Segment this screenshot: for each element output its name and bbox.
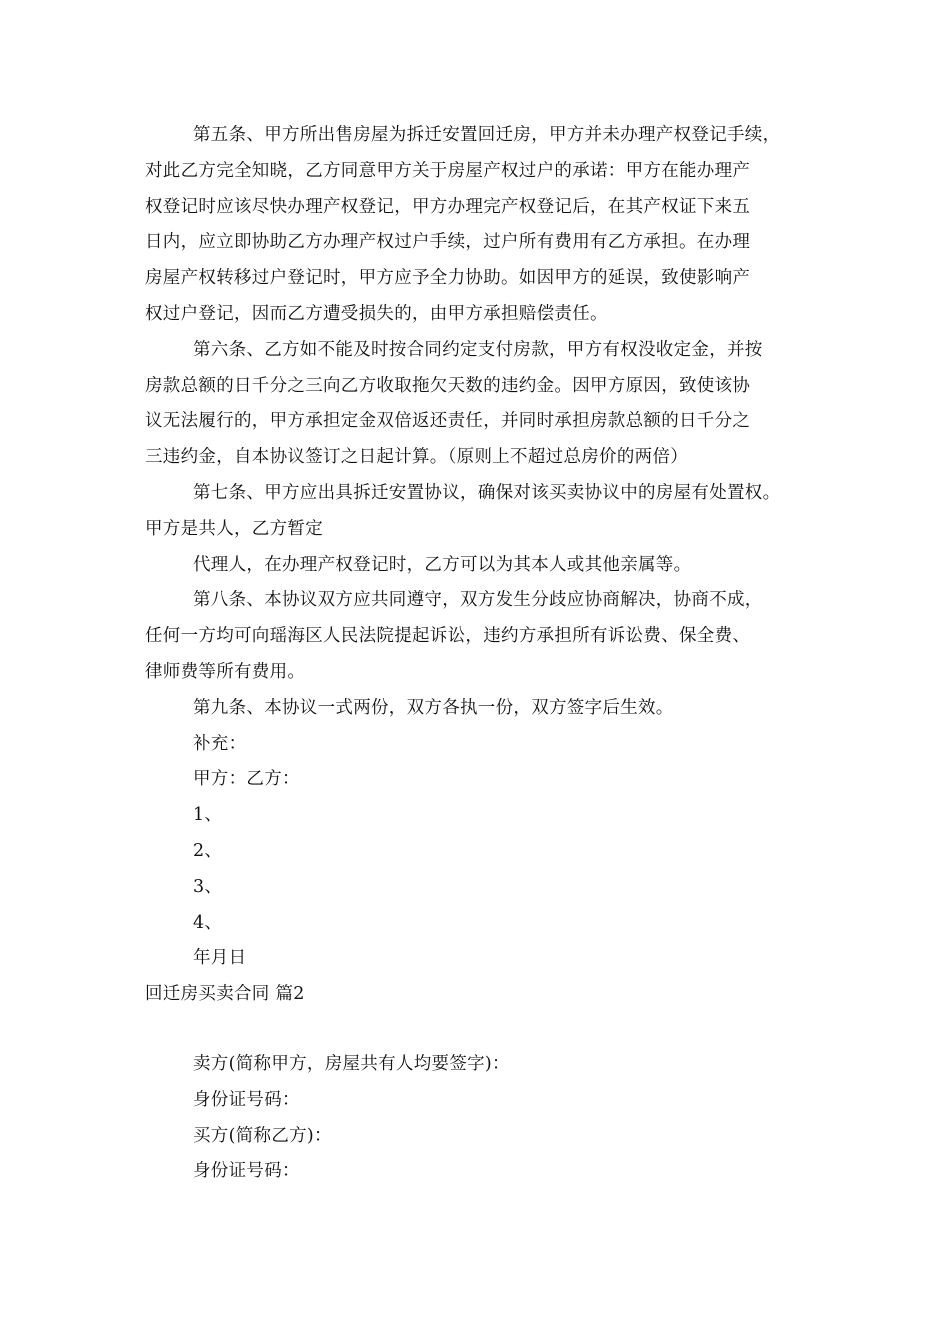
supplement-item-4: 4、 bbox=[193, 912, 223, 933]
article-8-line-2: 任何一方均可向瑶海区人民法院提起诉讼，违约方承担所有诉讼费、保全费、 bbox=[145, 626, 751, 647]
article-9-line: 第九条、本协议一式两份，双方各执一份，双方签字后生效。 bbox=[193, 697, 674, 718]
contract-body bbox=[145, 118, 825, 1190]
section-gap bbox=[145, 1013, 825, 1047]
seller-label: 卖方(简称甲方，房屋共有人均要签字)： bbox=[193, 1053, 510, 1074]
article-6-line-2: 房款总额的日千分之三向乙方收取拖欠天数的违约金。因甲方原因，致使该协 bbox=[145, 375, 751, 396]
section-heading-part-2: 回迁房买卖合同 篇2 bbox=[145, 984, 305, 1005]
parties-label: 甲方：乙方： bbox=[193, 769, 300, 790]
date-line: 年月日 bbox=[193, 948, 247, 969]
article-6-line-4: 三违约金，自本协议签订之日起计算。（原则上不超过总房价的两倍） bbox=[145, 447, 689, 468]
seller-id-label: 身份证号码： bbox=[193, 1089, 300, 1110]
article-7-line-3: 代理人，在办理产权登记时，乙方可以为其本人或其他亲属等。 bbox=[193, 554, 692, 575]
article-5-line-2: 对此乙方完全知晓，乙方同意甲方关于房屋产权过户的承诺：甲方在能办理产 bbox=[145, 160, 751, 181]
supplement-item-2: 2、 bbox=[193, 840, 223, 861]
buyer-id-label: 身份证号码： bbox=[193, 1161, 300, 1182]
supplement-item-3: 3、 bbox=[193, 876, 223, 897]
article-5-line-6: 权过户登记，因而乙方遭受损失的，由甲方承担赔偿责任。 bbox=[145, 303, 608, 324]
article-8-line-1: 第八条、本协议双方应共同遵守，双方发生分歧应协商解决，协商不成， bbox=[193, 590, 763, 611]
article-6-line-3: 议无法履行的，甲方承担定金双倍返还责任，并同时承担房款总额的日千分之 bbox=[145, 411, 751, 432]
supplement-label: 补充： bbox=[193, 733, 247, 754]
article-8-line-3: 律师费等所有费用。 bbox=[145, 661, 306, 682]
article-5-line-4: 日内，应立即协助乙方办理产权过户手续，过户所有费用有乙方承担。在办理 bbox=[145, 232, 751, 253]
article-5-line-3: 权登记时应该尽快办理产权登记，甲方办理完产权登记后，在其产权证下来五 bbox=[145, 196, 751, 217]
article-7-line-2: 甲方是共人，乙方暂定 bbox=[145, 518, 323, 539]
article-6-line-1: 第六条、乙方如不能及时按合同约定支付房款，甲方有权没收定金，并按 bbox=[193, 339, 763, 360]
article-5-line-5: 房屋产权转移过户登记时，甲方应予全力协助。如因甲方的延误，致使影响产 bbox=[145, 268, 751, 289]
supplement-item-1: 1、 bbox=[193, 805, 223, 826]
buyer-label: 买方(简称乙方)： bbox=[193, 1125, 332, 1146]
article-7-line-1: 第七条、甲方应出具拆迁安置协议，确保对该买卖协议中的房屋有处置权。 bbox=[193, 482, 781, 503]
article-5-line-1: 第五条、甲方所出售房屋为拆迁安置回迁房，甲方并未办理产权登记手续， bbox=[193, 125, 781, 145]
